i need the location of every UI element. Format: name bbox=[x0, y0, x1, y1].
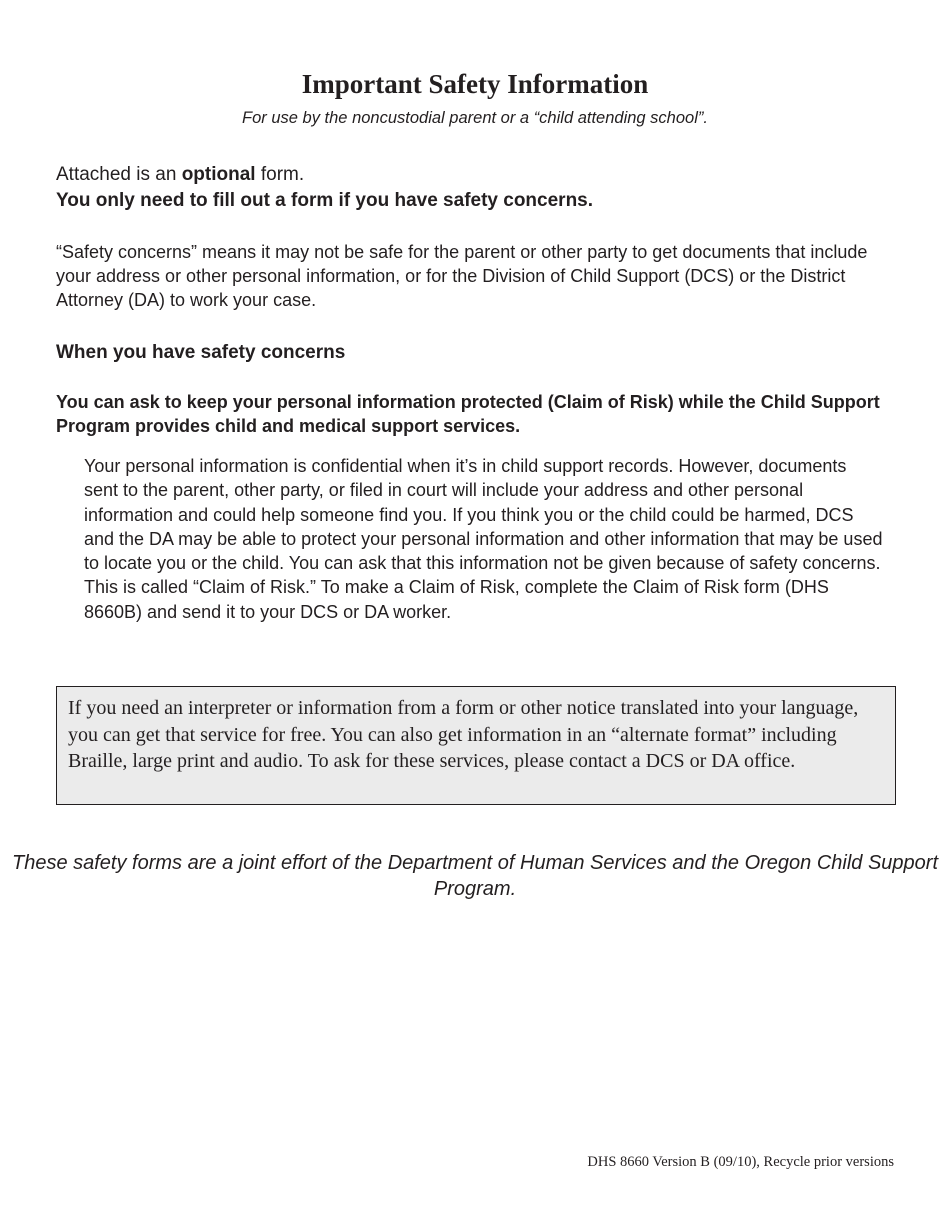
attached-emphasis: optional bbox=[181, 164, 256, 185]
page-subtitle: For use by the noncustodial parent or a “child attending school”. bbox=[242, 109, 708, 127]
section-heading-safety-concerns: When you have safety concerns bbox=[56, 342, 346, 363]
interpreter-notice-text: If you need an interpreter or information from a form or other notice translated into your language, you can get that service for free. You can also get information in an “alternate format” including Braille, large print and audio. To ask for these services, please contact a DCS or DA office. bbox=[68, 697, 859, 772]
claim-of-risk-heading: You can ask to keep your personal information protected (Claim of Risk) while the Child Support Program provides child and medical support services. bbox=[56, 392, 880, 436]
page-title: Important Safety Information bbox=[301, 69, 649, 99]
attached-form-notice bbox=[56, 162, 304, 187]
safety-concerns-definition: “Safety concerns” means it may not be safe for the parent or other party to get documents that include your address or other personal information, or for the Division of Child Support (DCS) or the District Attorney (DA) to work your case. bbox=[56, 242, 868, 310]
joint-effort-note: These safety forms are a joint effort of the Department of Human Services and the Oregon Child Support Program. bbox=[11, 852, 939, 900]
only-need-statement: You only need to fill out a form if you have safety concerns. bbox=[56, 190, 594, 211]
claim-of-risk-body: Your personal information is confidential when it’s in child support records. However, documents sent to the parent, other party, or filed in court will include your address and other personal information and could help someone find you. If you think you or the child could be harmed, DCS and the DA may be able to protect your personal information and other information that may be used to locate you or the child. You can ask that this information not be given because of safety concerns. This is called “Claim of Risk.” To make a Claim of Risk, complete the Claim of Risk form (DHS 8660B) and send it to your DCS or DA worker. bbox=[84, 456, 883, 622]
form-identifier: DHS 8660 Version B (09/10), Recycle prior versions bbox=[587, 1154, 894, 1170]
attached-suffix: form. bbox=[255, 164, 305, 185]
interpreter-notice-box bbox=[56, 686, 896, 805]
attached-prefix: Attached is an bbox=[56, 164, 182, 185]
